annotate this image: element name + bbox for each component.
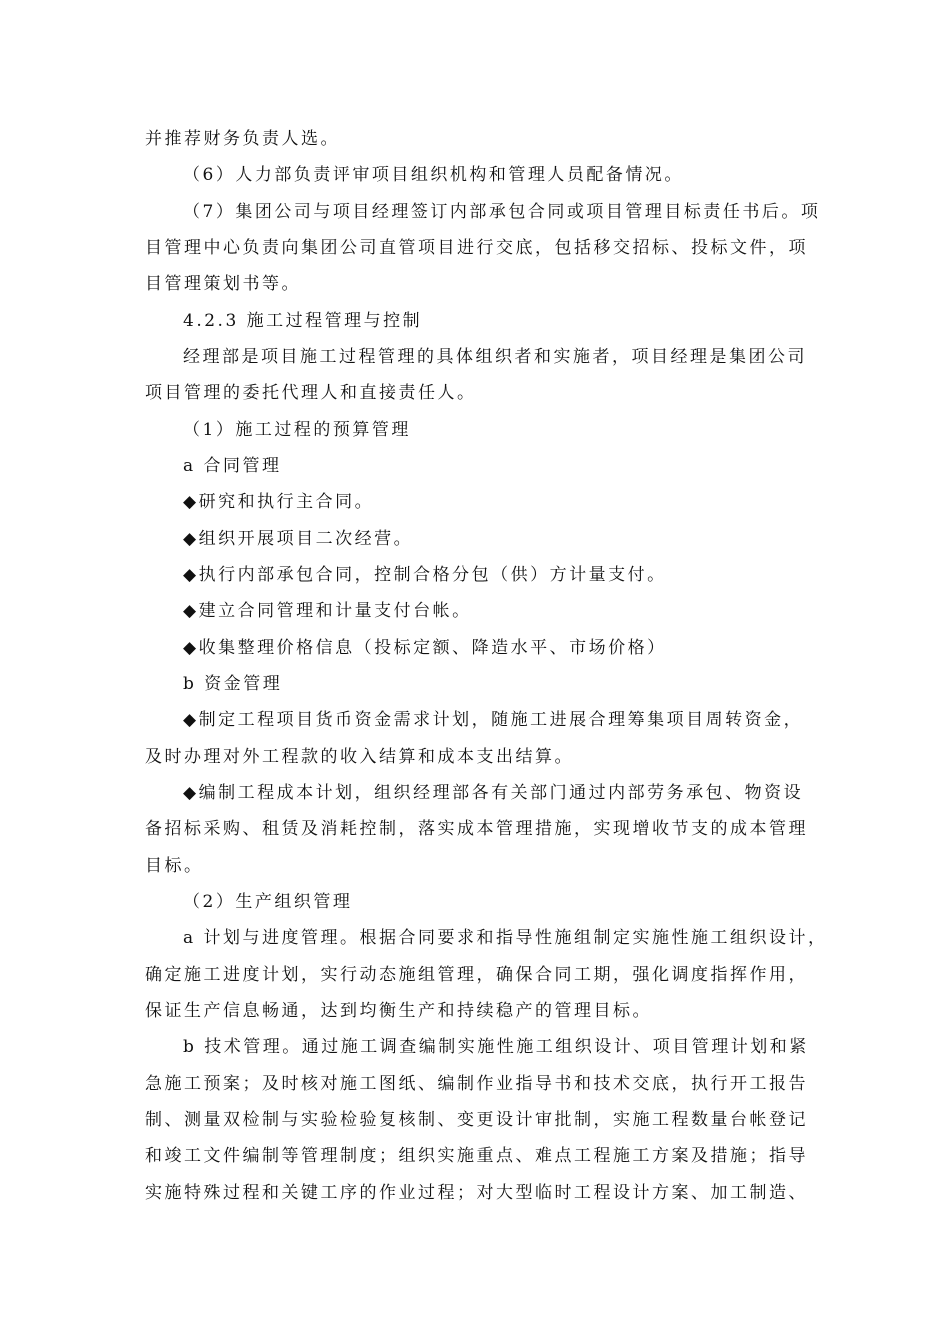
paragraph-plan-progress-line-3: 保证生产信息畅通，达到均衡生产和持续稳产的管理目标。 [145,1001,652,1021]
bullet-item: ◆研究和执行主合同。 [183,492,375,512]
bullet-item-line-1: ◆编制工程成本计划，组织经理部各有关部门通过内部劳务承包、物资设 [183,783,804,803]
section-intro-line-1: 经理部是项目施工过程管理的具体组织者和实施者，项目经理是集团公司 [183,347,807,367]
paragraph-technical-management-line-2: 急施工预案；及时核对施工图纸、编制作业指导书和技术交底，执行开工报告 [145,1074,808,1094]
bullet-item-line-2: 及时办理对外工程款的收入结算和成本支出结算。 [145,747,574,767]
paragraph-technical-management-line-3: 制、测量双检制与实验检验复核制、变更设计审批制，实施工程数量台帐登记 [145,1110,808,1130]
paragraph-technical-management-line-5: 实施特殊过程和关键工序的作业过程；对大型临时工程设计方案、加工制造、 [145,1183,808,1203]
section-intro-line-2: 项目管理的委托代理人和直接责任人。 [145,383,477,403]
subheading-budget-management: （1）施工过程的预算管理 [183,420,411,440]
paragraph-plan-progress-line-2: 确定施工进度计划，实行动态施组管理，确保合同工期，强化调度指挥作用， [145,965,808,985]
bullet-item: ◆建立合同管理和计量支付台帐。 [183,601,472,621]
bullet-item-line-1: ◆制定工程项目货币资金需求计划，随施工进展合理筹集项目周转资金， [183,710,804,730]
subheading-fund-management: b 资金管理 [183,674,283,694]
paragraph-plan-progress-line-1: a 计划与进度管理。根据合同要求和指导性施组制定实施性施工组织设计， [183,928,828,948]
paragraph-item-7-line-2: 目管理中心负责向集团公司直管项目进行交底，包括移交招标、投标文件，项 [145,238,808,258]
paragraph-item-7-line-3: 目管理策划书等。 [145,274,301,294]
bullet-item: ◆收集整理价格信息（投标定额、降造水平、市场价格） [183,638,667,658]
paragraph-item-7-line-1: （7）集团公司与项目经理签订内部承包合同或项目管理目标责任书后。项 [183,202,821,222]
paragraph-technical-management-line-1: b 技术管理。通过施工调查编制实施性施工组织设计、项目管理计划和紧 [183,1037,809,1057]
bullet-item: ◆组织开展项目二次经营。 [183,529,414,549]
paragraph-technical-management-line-4: 和竣工文件编制等管理制度；组织实施重点、难点工程施工方案及措施；指导 [145,1146,808,1166]
paragraph-item-6: （6）人力部负责评审项目组织机构和管理人员配备情况。 [183,165,684,185]
bullet-item-line-3: 目标。 [145,856,204,876]
subheading-production-management: （2）生产组织管理 [183,892,353,912]
paragraph-continuation-line: 并推荐财务负责人选。 [145,129,340,149]
subheading-contract-management: a 合同管理 [183,456,282,476]
section-heading-4-2-3: 4.2.3 施工过程管理与控制 [183,311,423,331]
bullet-item-line-2: 备招标采购、租赁及消耗控制，落实成本管理措施，实现增收节支的成本管理 [145,819,808,839]
bullet-item: ◆执行内部承包合同，控制合格分包（供）方计量支付。 [183,565,667,585]
